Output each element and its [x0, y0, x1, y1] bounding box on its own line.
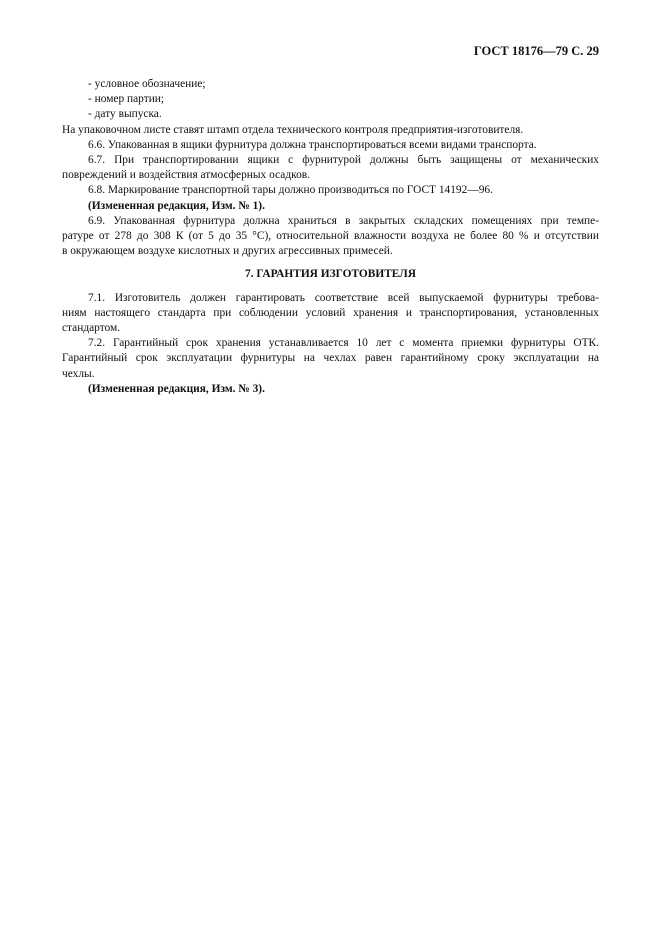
paragraph-line: ратуре от 278 до 308 К (от 5 до 35 °С), относительной влажности воздуха не более 80 % и отсутствии — [62, 230, 599, 243]
amendment-note: (Измененная редакция, Изм. № 1). — [88, 199, 265, 212]
section-title: 7. ГАРАНТИЯ ИЗГОТОВИТЕЛЯ — [245, 268, 416, 281]
document-body — [62, 77, 599, 397]
clause-7-1: 7.1. Изготовитель должен гарантировать соответствие всей выпускаемой фурнитуры требова- — [88, 291, 599, 304]
list-item: - условное обозначение; — [88, 78, 206, 90]
paragraph-line: чехлы. — [62, 367, 95, 380]
running-header: ГОСТ 18176—79 С. 29 — [473, 44, 599, 58]
clause-7-2: 7.2. Гарантийный срок хранения устанавливается 10 лет с момента приемки фурнитуры ОТК. — [88, 337, 599, 350]
clause-6-7: 6.7. При транспортировании ящики с фурнитурой должны быть защищены от механических — [88, 154, 599, 167]
paragraph-line: стандартом. — [62, 322, 121, 335]
clause-6-8: 6.8. Маркирование транспортной тары должно производиться по ГОСТ 14192—96. — [88, 184, 493, 197]
paragraph-line: повреждений и воздействия атмосферных осадков. — [62, 169, 310, 182]
list-item: - номер партии; — [88, 93, 165, 106]
clause-6-9: 6.9. Упакованная фурнитура должна храниться в закрытых складских помещениях при темпе- — [88, 214, 599, 227]
amendment-note: (Измененная редакция, Изм. № 3). — [88, 382, 265, 395]
list-item: - дату выпуска. — [88, 108, 162, 121]
paragraph-line: в окружающем воздухе кислотных и других агрессивных примесей. — [62, 245, 393, 258]
paragraph-line: Гарантийный срок эксплуатации фурнитуры на чехлах равен гарантийному сроку эксплуатации на — [62, 352, 599, 365]
paragraph-line: На упаковочном листе ставят штамп отдела технического контроля предприятия-изготовителя. — [62, 123, 524, 136]
paragraph-line: ниям настоящего стандарта при соблюдении условий хранения и транспортирования, установленных — [62, 306, 599, 319]
clause-6-6: 6.6. Упакованная в ящики фурнитура должна транспортироваться всеми видами транспорта. — [88, 138, 537, 151]
